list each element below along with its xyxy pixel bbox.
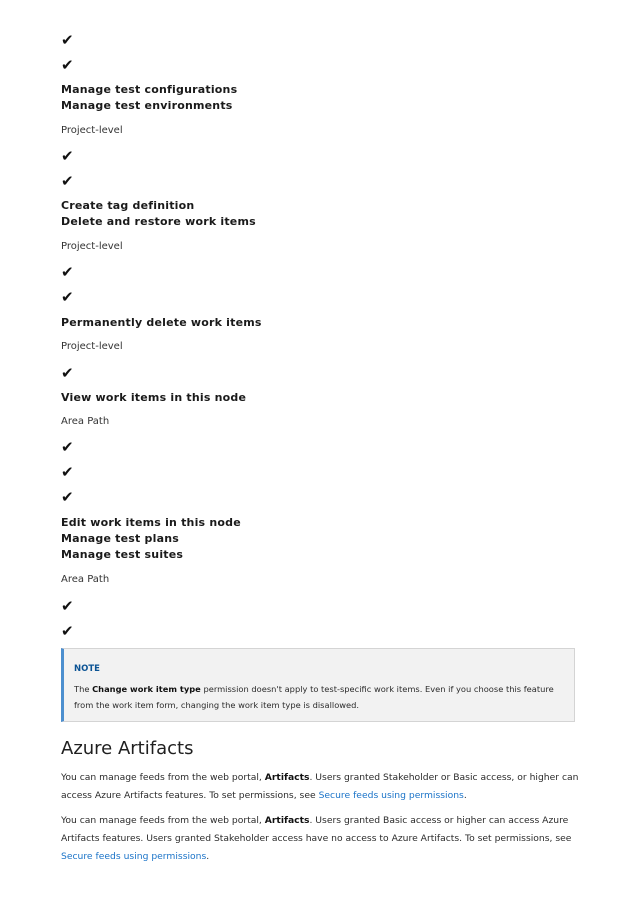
checkmark-icon: ✔ — [61, 463, 74, 481]
note-body — [74, 681, 562, 713]
paragraph-text: You can manage feeds from the web portal, — [61, 815, 265, 826]
checkmark-icon: ✔ — [61, 622, 74, 640]
paragraph-text: . Users granted Basic access or higher can access Azure Artifacts features. Users granted Stakeholder access have no access to Azure Artifacts. To set permissions, see — [61, 815, 572, 844]
section-heading: Azure Artifacts — [61, 738, 194, 759]
checkmark-icon: ✔ — [61, 288, 74, 306]
checkmark-icon: ✔ — [61, 364, 74, 382]
permission-label: Delete and restore work items — [61, 215, 256, 228]
checkmark-icon: ✔ — [61, 147, 74, 165]
paragraph-text: . — [463, 790, 467, 801]
permission-label: Create tag definition — [61, 199, 195, 212]
permission-label: Manage test plans — [61, 532, 179, 545]
permission-label: Manage test environments — [61, 99, 233, 112]
permission-label: Permanently delete work items — [61, 316, 262, 329]
permission-label: View work items in this node — [61, 391, 247, 404]
permission-label: Manage test suites — [61, 548, 184, 561]
paragraph-text: You can manage feeds from the web portal, — [61, 772, 265, 783]
scope-label: Project-level — [61, 341, 123, 352]
note-permission-name: Change work item type — [92, 684, 201, 694]
paragraph — [61, 769, 581, 805]
scope-label: Project-level — [61, 125, 123, 136]
checkmark-icon: ✔ — [61, 172, 74, 190]
artifacts-term: Artifacts — [264, 772, 310, 783]
checkmark-icon: ✔ — [61, 31, 74, 49]
checkmark-icon: ✔ — [61, 488, 74, 506]
paragraph — [61, 812, 581, 866]
note-callout — [61, 648, 575, 722]
checkmark-icon: ✔ — [61, 263, 74, 281]
secure-feeds-link[interactable]: Secure feeds using permissions — [318, 790, 464, 801]
note-text: The — [74, 684, 93, 694]
note-title: NOTE — [74, 664, 100, 674]
scope-label: Area Path — [61, 416, 110, 427]
secure-feeds-link[interactable]: Secure feeds using permissions — [61, 851, 207, 862]
checkmark-icon: ✔ — [61, 438, 74, 456]
scope-label: Project-level — [61, 241, 123, 252]
permission-label: Manage test configurations — [61, 83, 238, 96]
permission-label: Edit work items in this node — [61, 516, 241, 529]
checkmark-icon: ✔ — [61, 56, 74, 74]
checkmark-icon: ✔ — [61, 597, 74, 615]
paragraph-text: . Users granted Stakeholder or Basic access, or higher can access Azure Artifacts features. To set permissions, see — [61, 772, 579, 801]
paragraph-text: . — [206, 851, 210, 862]
note-text: permission doesn't apply to test-specific work items. Even if you choose this feature from the work item form, changing the work item type is disallowed. — [74, 684, 554, 710]
scope-label: Area Path — [61, 574, 110, 585]
artifacts-term: Artifacts — [264, 815, 310, 826]
